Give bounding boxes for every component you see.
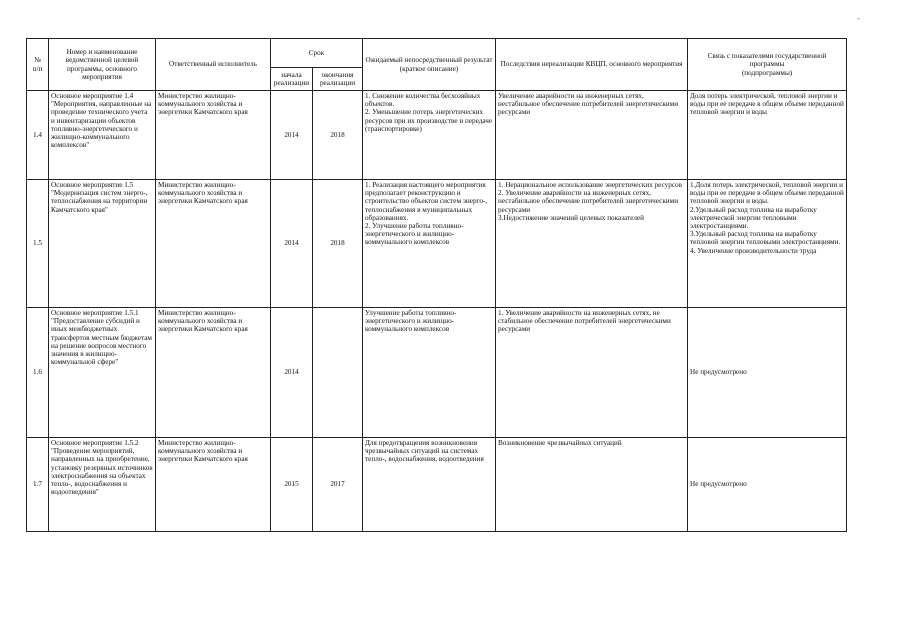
table-row xyxy=(27,308,847,438)
row-num: 1.7 xyxy=(27,438,49,532)
row-end: 2018 xyxy=(313,180,363,308)
row-num: 1.5 xyxy=(27,180,49,308)
row-link: 1.Доля потерь электрической, тепловой энергии и воды при ее передаче в общем объеме переданной тепловой энергии и воды. 2.Удельный расход топлива на выработку электрической энергии тепловыми электростанциями. 3.Удельный расход топлива на выработку тепловой энергии тепловыми электростанциями. 4. Увеличение производительности труда xyxy=(688,180,847,308)
row-consequences: 1. Нерациональное использование энергетических ресурсов 2. Увеличение аварийности на инженерных сетях, нестабильное обеспечение потребителей энергетическими ресурсами 3.Недостижение значений целевых показателей xyxy=(496,180,688,308)
row-exec: Министерство жилищно-коммунального хозяйства и энергетики Камчатского края xyxy=(156,308,271,438)
header-start: начала реализации xyxy=(271,68,313,91)
table-row xyxy=(27,91,847,180)
header-exec: Ответственный исполнитель xyxy=(156,39,271,91)
row-link: Не предусмотрено xyxy=(688,438,847,532)
row-exec: Министерство жилищно-коммунального хозяйства и энергетики Камчатского края xyxy=(156,438,271,532)
row-name: Основное мероприятие 1.4 "Мероприятия, направленные на проведение технического учета и инвентаризации объектов топливно-энергетического и жилищно-коммунального комплексов" xyxy=(49,91,156,180)
row-link: Доля потерь электрической, тепловой энергии и воды при ее передаче в общем объеме переданной тепловой энергии и воды xyxy=(688,91,847,180)
header-consequences: Последствия нереализации КВЦП, основного мероприятия xyxy=(496,39,688,91)
table-row xyxy=(27,180,847,308)
row-start: 2015 xyxy=(271,438,313,532)
row-consequences: Увеличение аварийности на инженерных сетях, нестабильное обеспечение потребителей энергетическими ресурсами xyxy=(496,91,688,180)
row-end xyxy=(313,308,363,438)
row-consequences: Возникновение чрезвычайных ситуаций xyxy=(496,438,688,532)
row-consequences: 1. Увеличение аварийности на инженерных сетях, не стабильное обеспечение потребителей энергетическими ресурсами xyxy=(496,308,688,438)
row-name: Основное мероприятие 1.5.1 "Предоставление субсидий и иных межбюджетных трансфертов местным бюджетам на решение вопросов местного значения в жилищно-коммунальной сфере" xyxy=(49,308,156,438)
row-result: Улучшение работы топливно-энергетического и жилищно-коммунального комплексов xyxy=(363,308,496,438)
row-exec: Министерство жилищно-коммунального хозяйства и энергетики Камчатского края xyxy=(156,91,271,180)
header-name: Номер и наименование ведомственной целевой программы, основного мероприятия xyxy=(49,39,156,91)
header-term: Срок xyxy=(271,39,363,68)
row-end: 2017 xyxy=(313,438,363,532)
header-num: № п/п xyxy=(27,39,49,91)
header-end: окончания реализации xyxy=(313,68,363,91)
row-start: 2014 xyxy=(271,180,313,308)
row-num: 1.4 xyxy=(27,91,49,180)
row-name: Основное мероприятие 1.5 "Модернизация систем энерго-, теплоснабжения на территории Камчатского края" xyxy=(49,180,156,308)
row-name: Основное мероприятие 1.5.2 "Проведение мероприятий, направленных на приобретение, установку резервных источников электроснабжения на объектах тепло-, водоснабжения и водоотведения" xyxy=(49,438,156,532)
row-result: 1. Реализация настоящего мероприятия предполагает реконструкцию и строительство объектов систем энерго-, теплоснабжения в муниципальных образованиях. 2. Улучшение работы топливно-энергетического и жилищно-коммунального комплексов xyxy=(363,180,496,308)
row-end: 2018 xyxy=(313,91,363,180)
row-result: Для предотвращения возникновения чрезвычайных ситуаций на системах тепло-, водоснабжения, водоотведения xyxy=(363,438,496,532)
row-start: 2014 xyxy=(271,91,313,180)
row-start: 2014 xyxy=(271,308,313,438)
corner-mark: - xyxy=(857,13,860,23)
row-num: 1.6 xyxy=(27,308,49,438)
row-link: Не предусмотрено xyxy=(688,308,847,438)
program-table xyxy=(26,38,847,532)
row-result: 1. Снижение количества бесхозяйных объектов. 2. Уменьшение потерь энергетических ресурсов при их производстве и передаче (транспортировке) xyxy=(363,91,496,180)
header-row xyxy=(27,39,847,68)
header-link: Связь с показателями государственной программы (подпрограммы) xyxy=(688,39,847,91)
table-row xyxy=(27,438,847,532)
row-exec: Министерство жилищно-коммунального хозяйства и энергетики Камчатского края xyxy=(156,180,271,308)
header-result: Ожидаемый непосредственный результат (краткое описание) xyxy=(363,39,496,91)
